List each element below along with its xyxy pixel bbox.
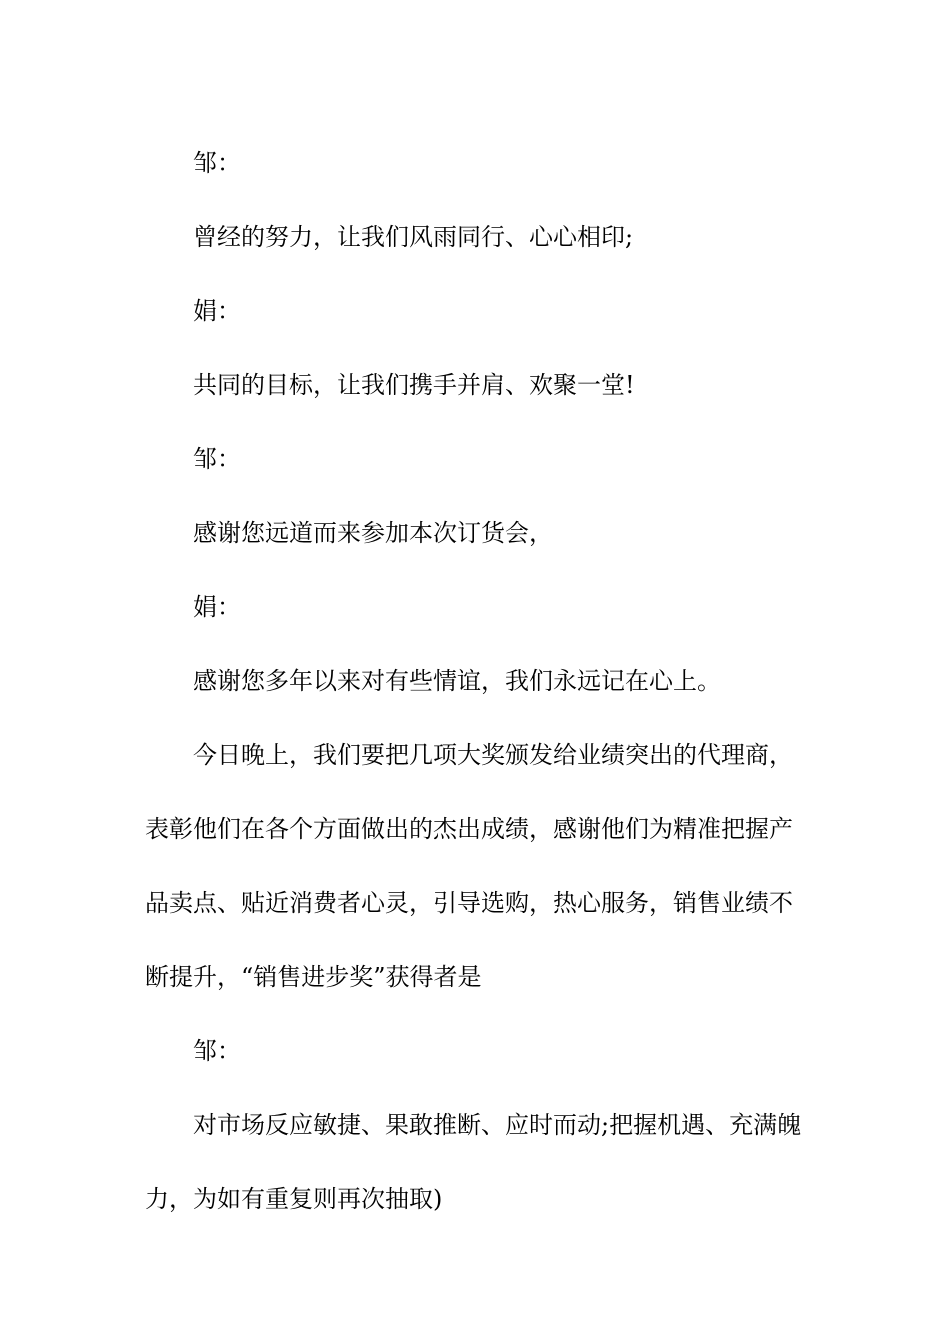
paragraph: 共同的目标，让我们携手并肩、欢聚一堂! (193, 371, 635, 399)
paragraph: 曾经的努力，让我们风雨同行、心心相印; (193, 223, 634, 251)
speaker-label: 娟： (193, 593, 241, 621)
paragraph: 今日晚上，我们要把几项大奖颁发给业绩突出的代理商，表彰他们在各个方面做出的杰出成绩，感谢他们为精准把握产品卖点、贴近消费者心灵，引导选购，热心服务，销售业绩不断提升，“销售进步奖”获得者是 (145, 741, 793, 991)
paragraph: 感谢您远道而来参加本次订货会， (193, 519, 553, 547)
document-body (145, 126, 810, 1236)
speaker-label: 邹： (193, 1037, 241, 1065)
speaker-label: 邹： (193, 149, 241, 177)
speaker-label: 娟： (193, 297, 241, 325)
paragraph: 感谢您多年以来对有些情谊，我们永远记在心上。 (193, 667, 721, 695)
speaker-label: 邹： (193, 445, 241, 473)
paragraph: 对市场反应敏捷、果敢推断、应时而动;把握机遇、充满魄力，为如有重复则再次抽取) (145, 1111, 802, 1213)
